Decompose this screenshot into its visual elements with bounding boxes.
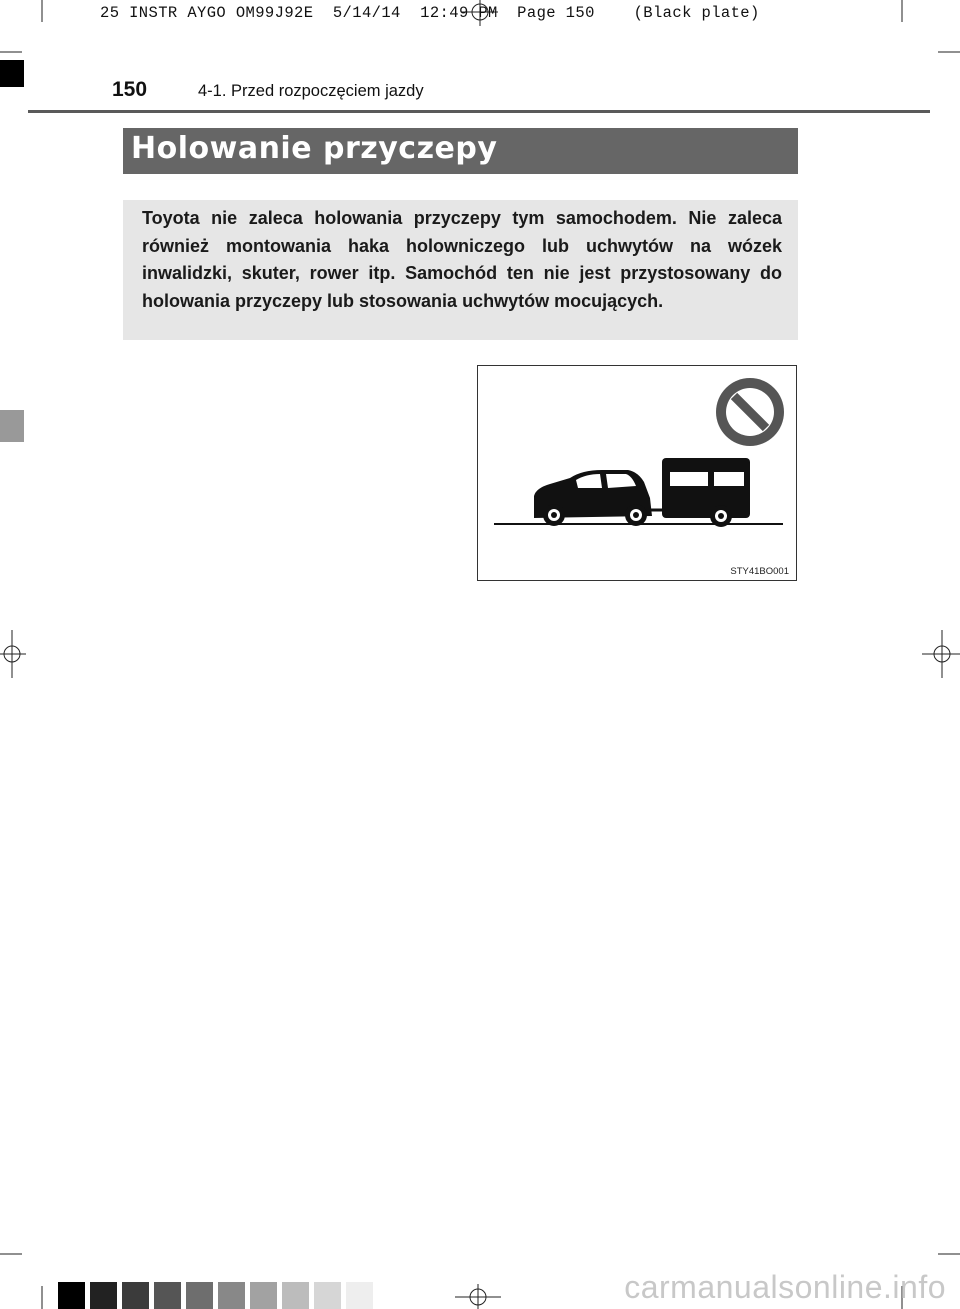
towing-illustration (478, 366, 796, 580)
section-heading: 4-1. Przed rozpoczęciem jazdy (198, 82, 424, 100)
header-rule (28, 110, 930, 113)
chapter-tab-gray (0, 410, 24, 442)
color-swatch (186, 1282, 213, 1309)
color-swatch (58, 1282, 85, 1309)
color-swatch (218, 1282, 245, 1309)
page-number: 150 (112, 78, 148, 101)
color-swatch (122, 1282, 149, 1309)
print-slug-text: 25 INSTR AYGO OM99J92E 5/14/14 12:49 PM Page 150 (Black plate) (100, 4, 760, 22)
title-bar (123, 128, 798, 174)
car-icon (534, 470, 652, 526)
notice-text: Toyota nie zaleca holowania przyczepy tym samochodem. Nie zaleca również montowania haka holowniczego lub uchwytów na wózek inwalidzki, skuter, rower itp. Samochód ten nie jest przystosowany do holowania przyczepy lub stosowania uchwytów mocujących. (142, 208, 782, 311)
page-title: Holowanie przyczepy (131, 131, 498, 166)
figure-towing-prohibited (477, 365, 797, 581)
print-slug (42, 0, 902, 24)
color-swatch (346, 1282, 373, 1309)
color-swatch (250, 1282, 277, 1309)
prohibition-icon (716, 378, 784, 446)
figure-code: STY41BO001 (730, 566, 789, 577)
color-swatch (90, 1282, 117, 1309)
watermark: carmanualsonline.info (624, 1269, 946, 1305)
chapter-tab-black (0, 60, 24, 87)
color-swatch (314, 1282, 341, 1309)
color-swatch (282, 1282, 309, 1309)
trailer-icon (662, 458, 750, 527)
color-swatch (154, 1282, 181, 1309)
notice-box (123, 200, 798, 340)
